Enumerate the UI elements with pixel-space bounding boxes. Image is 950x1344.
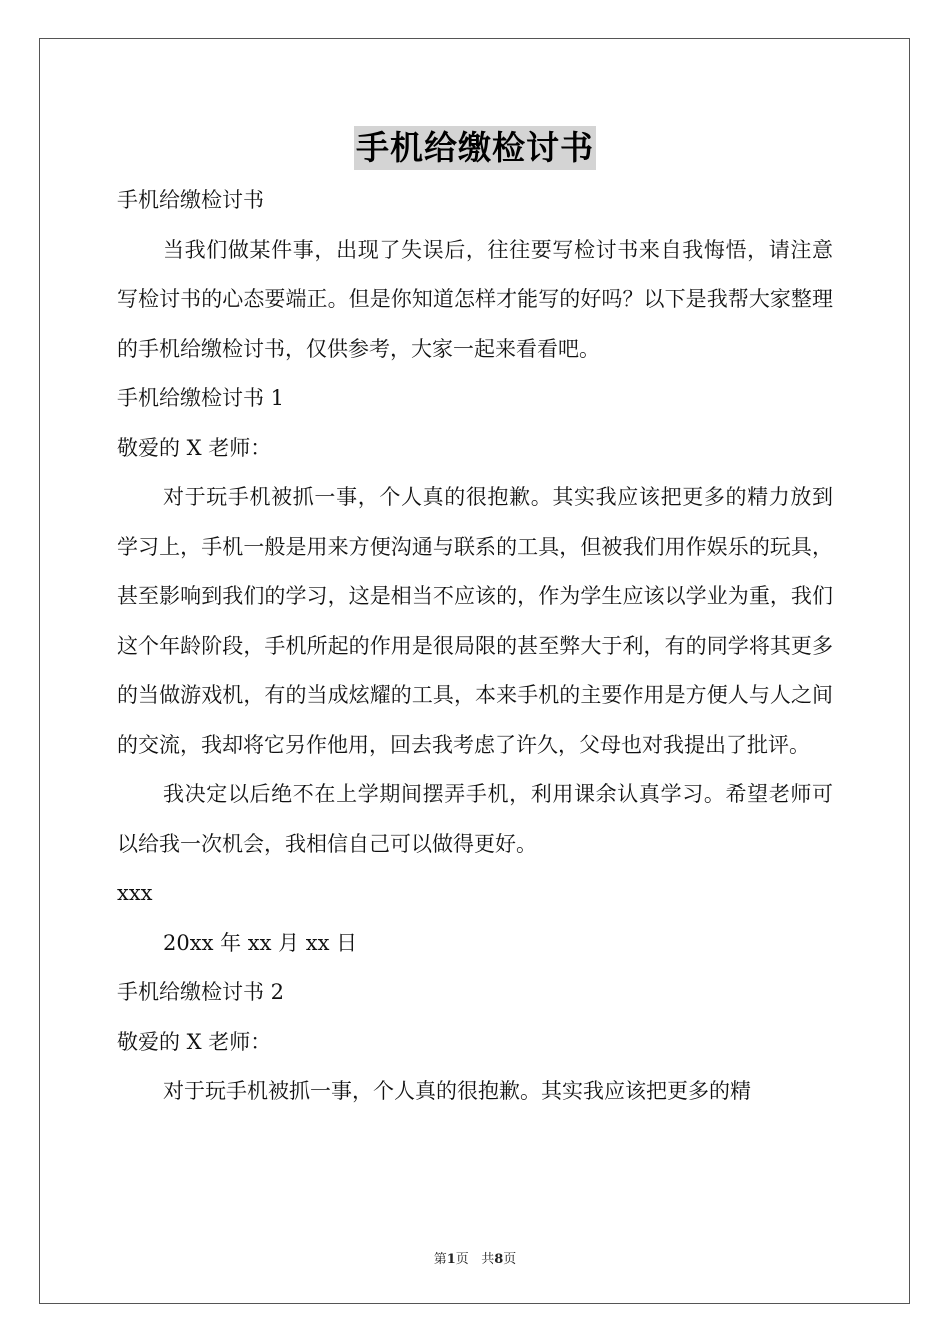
paragraph: 当我们做某件事，出现了失误后，往往要写检讨书来自我悔悟，请注意写检讨书的心态要端正。但是你知道怎样才能写的好吗？以下是我帮大家整理的手机给缴检讨书，仅供参考，大家一起来看看吧。 [117,237,833,361]
document-body [117,176,833,1117]
paragraph: 手机给缴检讨书 1 [117,386,285,410]
paragraph: 手机给缴检讨书 [117,188,264,212]
paragraph: 敬爱的 X 老师： [117,1029,272,1054]
paragraph: 敬爱的 X 老师： [117,435,272,460]
footer-page-suffix: 页 [455,1252,469,1267]
footer-page-number: 1 [446,1252,456,1267]
paragraph: 手机给缴检讨书 2 [117,980,285,1004]
document-title-wrap [0,126,950,170]
paragraph: 20xx 年 xx 月 xx 日 [163,930,358,955]
footer-total-prefix: 共 [481,1252,495,1267]
paragraph: 对于玩手机被抓一事，个人真的很抱歉。其实我应该把更多的精力放到学习上，手机一般是用来方便沟通与联系的工具，但被我们用作娱乐的玩具，甚至影响到我们的学习，这是相当不应该的，作为学生应该以学业为重，我们这个年龄阶段，手机所起的作用是很局限的甚至弊大于利，有的同学将其更多的当做游戏机，有的当成炫耀的工具，本来手机的主要作用是方便人与人之间的交流，我却将它另作他用，回去我考虑了许久，父母也对我提出了批评。 [117,485,833,757]
footer-total-pages: 8 [494,1252,504,1267]
page-footer [0,1248,950,1267]
paragraph: 我决定以后绝不在上学期间摆弄手机，利用课余认真学习。希望老师可以给我一次机会，我相信自己可以做得更好。 [117,782,833,856]
document-title: 手机给缴检讨书 [354,126,596,170]
paragraph: xxx [117,881,153,905]
footer-page-prefix: 第 [433,1252,447,1267]
paragraph: 对于玩手机被抓一事，个人真的很抱歉。其实我应该把更多的精 [163,1079,751,1103]
footer-total-suffix: 页 [503,1252,517,1267]
